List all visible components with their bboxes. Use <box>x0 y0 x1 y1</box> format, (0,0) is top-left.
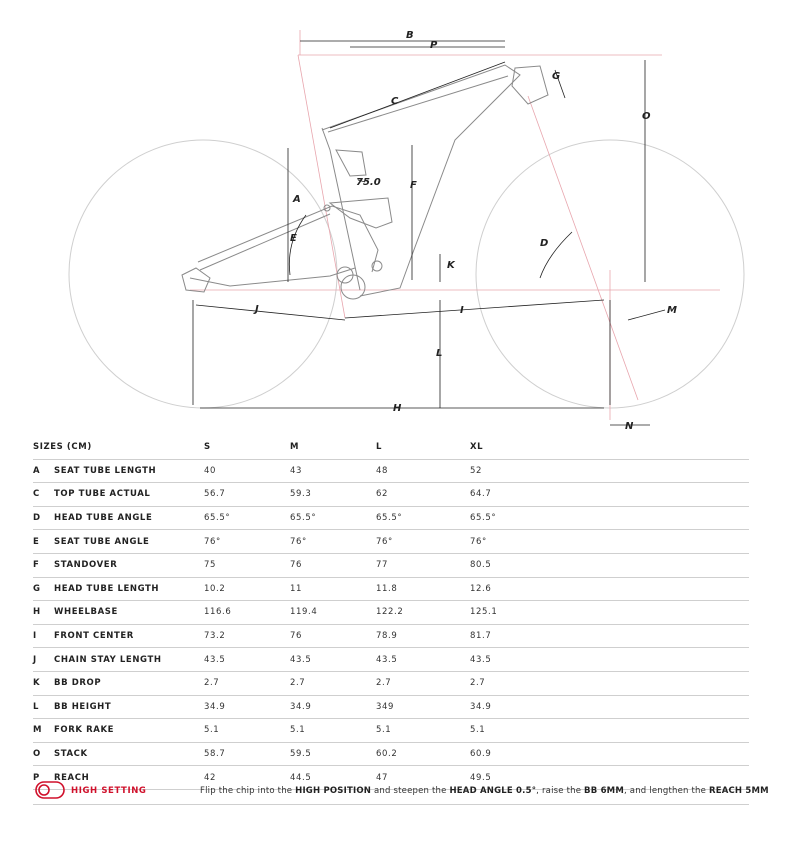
measure-value-xl: 52 <box>470 459 749 483</box>
table-row <box>33 671 749 695</box>
measure-value-s: 65.5° <box>204 506 290 530</box>
measure-name: HEAD TUBE ANGLE <box>54 506 204 530</box>
table-row <box>33 459 749 483</box>
table-row <box>33 624 749 648</box>
measure-value-s: 75 <box>204 553 290 577</box>
measure-value-xl: 12.6 <box>470 577 749 601</box>
table-row <box>33 695 749 719</box>
label-f: F <box>410 180 417 191</box>
geometry-table <box>33 436 749 790</box>
measure-value-m: 119.4 <box>290 601 376 625</box>
measure-value-l: 77 <box>376 553 470 577</box>
measure-name: HEAD TUBE LENGTH <box>54 577 204 601</box>
guide-lines <box>190 30 720 420</box>
size-s-heading: S <box>204 436 290 459</box>
label-g: G <box>552 71 561 82</box>
size-m-heading: M <box>290 436 376 459</box>
measure-value-s: 34.9 <box>204 695 290 719</box>
measure-value-l: 11.8 <box>376 577 470 601</box>
measure-key: O <box>33 742 54 766</box>
high-setting-label: HIGH SETTING <box>71 786 147 796</box>
measure-value-s: 5.1 <box>204 719 290 743</box>
sizes-heading: SIZES (CM) <box>33 436 204 459</box>
label-c: C <box>391 96 399 107</box>
measure-value-m: 59.5 <box>290 742 376 766</box>
measure-value-m: 11 <box>290 577 376 601</box>
measure-value-xl: 2.7 <box>470 671 749 695</box>
measure-key: J <box>33 648 54 672</box>
measure-value-s: 10.2 <box>204 577 290 601</box>
measure-name: STACK <box>54 742 204 766</box>
measure-value-l: 65.5° <box>376 506 470 530</box>
measure-value-s: 42 <box>204 766 290 790</box>
measure-value-s: 73.2 <box>204 624 290 648</box>
measure-key: H <box>33 601 54 625</box>
measure-name: WHEELBASE <box>54 601 204 625</box>
table-row <box>33 483 749 507</box>
measure-value-xl: 64.7 <box>470 483 749 507</box>
label-seat-angle: 75.0 <box>356 177 381 188</box>
table-row <box>33 506 749 530</box>
label-l: L <box>436 348 443 359</box>
measure-value-s: 116.6 <box>204 601 290 625</box>
label-h: H <box>393 403 402 414</box>
measure-value-l: 2.7 <box>376 671 470 695</box>
label-a: A <box>293 194 301 205</box>
measure-value-l: 78.9 <box>376 624 470 648</box>
measure-value-xl: 60.9 <box>470 742 749 766</box>
measure-value-m: 43 <box>290 459 376 483</box>
measure-key: I <box>33 624 54 648</box>
label-o: O <box>642 111 651 122</box>
measure-value-l: 76° <box>376 530 470 554</box>
measure-value-xl: 80.5 <box>470 553 749 577</box>
high-setting-note <box>33 778 769 805</box>
measure-key: K <box>33 671 54 695</box>
dimension-lines <box>193 41 665 425</box>
measure-value-l: 122.2 <box>376 601 470 625</box>
measure-value-xl: 5.1 <box>470 719 749 743</box>
label-k: K <box>447 260 455 271</box>
measure-key: E <box>33 530 54 554</box>
measure-name: CHAIN STAY LENGTH <box>54 648 204 672</box>
measure-value-xl: 81.7 <box>470 624 749 648</box>
measure-name: SEAT TUBE LENGTH <box>54 459 204 483</box>
flip-chip-icon <box>35 781 65 799</box>
measure-name: BB HEIGHT <box>54 695 204 719</box>
measure-key: A <box>33 459 54 483</box>
label-e: E <box>290 233 297 244</box>
measure-value-xl: 65.5° <box>470 506 749 530</box>
table-row <box>33 530 749 554</box>
measure-value-xl: 49.5 <box>470 766 749 790</box>
measure-key: M <box>33 719 54 743</box>
measure-value-xl: 34.9 <box>470 695 749 719</box>
measure-key: L <box>33 695 54 719</box>
measure-value-s: 2.7 <box>204 671 290 695</box>
table-body <box>33 459 749 789</box>
label-j: J <box>255 304 259 315</box>
measure-value-l: 60.2 <box>376 742 470 766</box>
label-i: I <box>460 305 464 316</box>
label-b: B <box>406 30 414 41</box>
table-row <box>33 719 749 743</box>
measure-value-l: 48 <box>376 459 470 483</box>
table-row <box>33 601 749 625</box>
label-p: P <box>430 40 438 51</box>
measure-name: SEAT TUBE ANGLE <box>54 530 204 554</box>
measure-value-m: 34.9 <box>290 695 376 719</box>
measure-value-m: 76° <box>290 530 376 554</box>
measure-value-s: 76° <box>204 530 290 554</box>
measure-value-m: 76 <box>290 624 376 648</box>
label-d: D <box>540 238 549 249</box>
table-row <box>33 742 749 766</box>
table-row <box>33 577 749 601</box>
measure-name: FRONT CENTER <box>54 624 204 648</box>
measure-value-s: 56.7 <box>204 483 290 507</box>
measure-value-xl: 43.5 <box>470 648 749 672</box>
table-row <box>33 553 749 577</box>
measure-value-l: 62 <box>376 483 470 507</box>
size-xl-heading: XL <box>470 436 749 459</box>
measure-value-xl: 125.1 <box>470 601 749 625</box>
measure-value-m: 43.5 <box>290 648 376 672</box>
measure-value-m: 5.1 <box>290 719 376 743</box>
measure-key: F <box>33 553 54 577</box>
measure-name: BB DROP <box>54 671 204 695</box>
measure-value-m: 76 <box>290 553 376 577</box>
measure-value-m: 44.5 <box>290 766 376 790</box>
measure-key: G <box>33 577 54 601</box>
measure-value-m: 59.3 <box>290 483 376 507</box>
measure-name: TOP TUBE ACTUAL <box>54 483 204 507</box>
measure-value-l: 47 <box>376 766 470 790</box>
label-m: M <box>667 305 677 316</box>
measure-value-l: 5.1 <box>376 719 470 743</box>
measure-value-m: 2.7 <box>290 671 376 695</box>
size-l-heading: L <box>376 436 470 459</box>
measure-value-s: 43.5 <box>204 648 290 672</box>
measure-name: FORK RAKE <box>54 719 204 743</box>
rear-wheel <box>69 140 337 408</box>
measure-value-l: 43.5 <box>376 648 470 672</box>
measure-value-s: 40 <box>204 459 290 483</box>
table-header-row <box>33 436 749 459</box>
measure-name: STANDOVER <box>54 553 204 577</box>
label-n: N <box>625 421 634 432</box>
high-setting-description: Flip the chip into the HIGH POSITION and steepen the HEAD ANGLE 0.5°, raise the BB 6MM, and lengthen the REACH 5MM <box>200 786 769 796</box>
measure-value-s: 58.7 <box>204 742 290 766</box>
measure-value-xl: 76° <box>470 530 749 554</box>
measure-value-l: 349 <box>376 695 470 719</box>
table-row <box>33 648 749 672</box>
measure-key: P <box>33 766 54 790</box>
measure-key: C <box>33 483 54 507</box>
measure-name: REACH <box>54 766 204 790</box>
measure-value-m: 65.5° <box>290 506 376 530</box>
measure-key: D <box>33 506 54 530</box>
